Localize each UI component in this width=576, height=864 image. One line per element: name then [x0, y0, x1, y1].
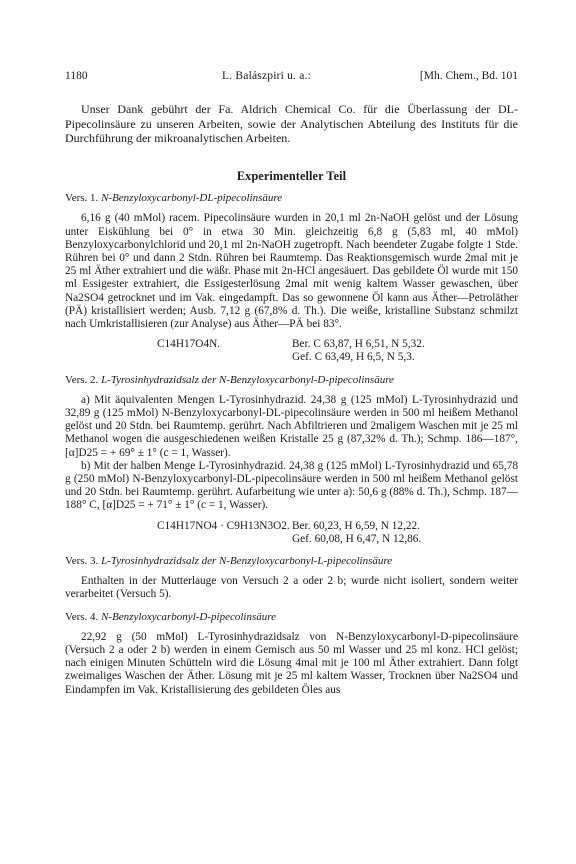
vers1-analysis — [157, 338, 518, 364]
vers2-body-a: a) Mit äquivalenten Mengen L-Tyrosinhydrazid. 24,38 g (125 mMol) L-Tyrosinhydrazid und 32,89 g (125 mMol) N-Benzyloxycarbonyl-DL-pipecolinsäure werden in 500 ml heißem Methanol gelöst und 20 Stdn. bei Raumtemp. gerührt. Nach Abfiltrieren und 2maligem Waschen mit je 25 ml Methanol wogen die ausgeschiedenen weißen Kristalle 25 g (87,32% d. Th.); Schmp. 186—187°, [α]D25 = + 69° ± 1° (c = 1, Wasser). — [65, 393, 518, 459]
vers3-label: Vers. 3. — [65, 555, 99, 568]
vers1-title: N-Benzyloxycarbonyl-DL-pipecolinsäure — [101, 192, 283, 205]
vers3-title: L-Tyrosinhydrazidsalz der N-Benzyloxycarbonyl-L-pipecolinsäure — [101, 555, 393, 568]
vers4-heading — [65, 611, 518, 624]
paper-page — [65, 70, 518, 697]
vers2-title: L-Tyrosinhydrazidsalz der N-Benzyloxycarbonyl-D-pipecolinsäure — [101, 373, 394, 386]
vers4-label: Vers. 4. — [65, 610, 99, 623]
vers3-body: Enthalten in der Mutterlauge von Versuch 2 a oder 2 b; wurde nicht isoliert, sondern weiter verarbeitet (Versuch 5). — [65, 575, 518, 601]
vers1-body: 6,16 g (40 mMol) racem. Pipecolinsäure wurden in 20,1 ml 2n-NaOH gelöst und der Lösung unter Eiskühlung bei 0° in etwa 30 Min. gleichzeitig 6,8 g (5,83 ml, 40 mMol) Benzyloxycarbonylchlorid und 20,1 ml 2n-NaOH zugetropft. Nach beendeter Zugabe folgte 1 Stde. Rühren bei 0° und dann 2 Stdn. Rühren bei Raumtemp. Das Reaktionsgemisch wurde 2mal mit je 25 ml Äther extrahiert und die wäßr. Phase mit 2n-HCl angesäuert. Das gebildete Öl wurde mit 150 ml Essigester extrahiert, die Essigesterlösung 2mal mit wenig kaltem Wasser gewaschen, über Na2SO4 getrocknet und im Vak. eingedampft. Das so gewonnene Öl kann aus Äther—Petroläther (PÄ) kristallisiert werden; Ausb. 7,12 g (67,8% d. Th.). Die weiße, kristalline Substanz schmilzt nach Umkristallisieren (zur Analyse) aus Äther—PÄ bei 83°. — [65, 212, 518, 331]
vers2-heading — [65, 374, 518, 387]
acknowledgement: Unser Dank gebührt der Fa. Aldrich Chemical Co. für die Überlassung der DL-Pipecolinsäure zu unseren Arbeiten, sowie der Analytischen Abteilung des Instituts für die Durchführung der mikroanalytischen Arbeiten. — [65, 102, 518, 146]
vers2-calc: Ber. 60,23, H 6,59, N 12,22. — [292, 519, 421, 532]
vers2-label: Vers. 2. — [65, 373, 99, 386]
vers4-body: 22,92 g (50 mMol) L-Tyrosinhydrazidsalz von N-Benzyloxycarbonyl-D-pipecolinsäure (Versuch 2 a oder 2 b) werden in einem Gemisch aus 50 ml Wasser und 25 ml konz. HCl gelöst; nach einigen Minuten Schütteln wird die Lösung 4mal mit je 100 ml Äther extrahiert. Dann folgt zweimaliges Waschen der Äther. Lösung mit je 25 ml kaltem Wasser, Trocknen über Na2SO4 und Eindampfen im Vak. Kristallisierung des gebildeten Öles aus — [65, 630, 518, 696]
section-title: Experimenteller Teil — [236, 168, 347, 183]
running-head — [65, 70, 518, 83]
vers1-found: Gef. C 63,49, H 6,5, N 5,3. — [292, 351, 415, 364]
vers1-calc: Ber. C 63,87, H 6,51, N 5,32. — [292, 338, 425, 351]
vers1-heading — [65, 192, 518, 205]
vers4-title: N-Benzyloxycarbonyl-D-pipecolinsäure — [101, 610, 276, 623]
vers2-analysis — [157, 520, 518, 546]
vers1-formula: C14H17O4N. — [157, 338, 221, 351]
journal-ref: [Mh. Chem., Bd. 101 — [419, 70, 518, 82]
authors: L. Balászpiri u. a.: — [222, 70, 311, 82]
vers2-body-b: b) Mit der halben Menge L-Tyrosinhydrazid. 24,38 g (125 mMol) L-Tyrosinhydrazid und 65,78 g (250 mMol) N-Benzyloxycarbonyl-DL-pipecolinsäure werden in 500 ml heißem Methanol gelöst und 20 Stdn. bei Raumtemp. gerührt. Aufarbeitung wie unter a): 50,6 g (88% d. Th.), Schmp. 187—188° C, [α]D25 = + 71° ± 1° (c = 1, Wasser). — [65, 459, 518, 512]
vers2-formula: C14H17NO4 · C9H13N3O2. — [157, 519, 290, 532]
vers1-label: Vers. 1. — [65, 192, 99, 205]
vers2-found: Gef. 60,08, H 6,47, N 12,86. — [292, 532, 422, 545]
page-number: 1180 — [65, 70, 88, 82]
vers3-heading — [65, 555, 518, 568]
